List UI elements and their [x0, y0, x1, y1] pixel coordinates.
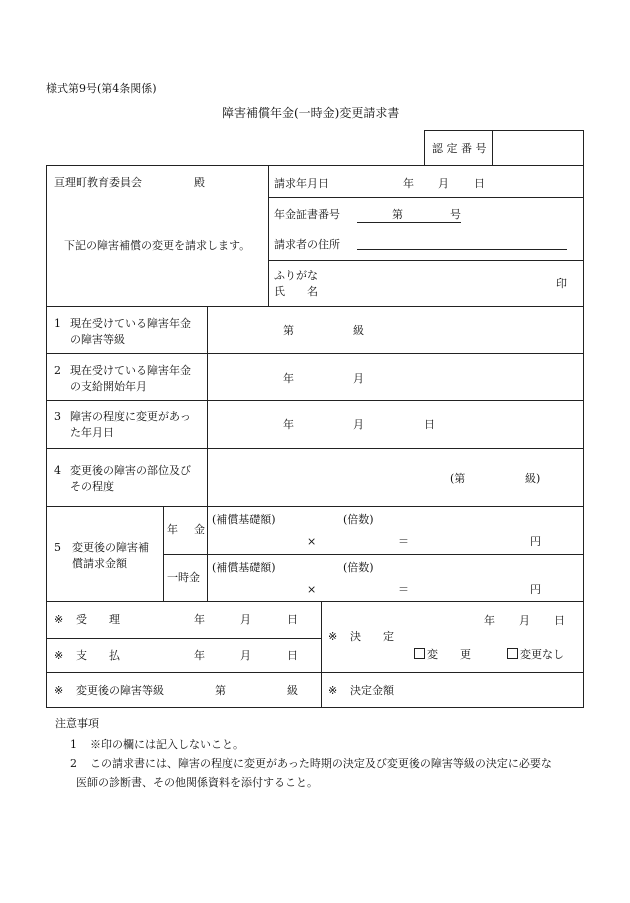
applicant-address-label: 請求者の住所 — [274, 238, 340, 251]
furigana-label: ふりがな — [274, 269, 318, 282]
notes-heading: 注意事項 — [55, 717, 99, 730]
decision-amount-field[interactable] — [410, 680, 575, 698]
payment-mark: ※ — [54, 649, 64, 662]
item5-number: 5 — [54, 541, 61, 554]
request-statement: 下記の障害補償の変更を請求します。 — [64, 239, 251, 252]
grade-mark: ※ — [54, 684, 64, 697]
receipt-mark: ※ — [54, 613, 64, 626]
form-number: 様式第9号(第4条関係) — [46, 82, 157, 95]
decision-label: 決 定 — [350, 630, 394, 643]
item3-number: 3 — [54, 410, 61, 423]
item4-label: 変更後の障害の部位及び — [70, 464, 191, 477]
amount-mark: ※ — [328, 684, 338, 697]
option-no-change-checkbox[interactable]: 変更なし — [507, 648, 564, 660]
item2-number: 2 — [54, 364, 61, 377]
certification-number-field[interactable] — [498, 143, 578, 157]
note1-text: ※印の欄には記入しないこと。 — [90, 738, 244, 751]
item1-label: 現在受けている障害年金 — [70, 317, 191, 330]
option-change-checkbox[interactable]: 変 更 — [414, 648, 471, 660]
item3-label: 障害の程度に変更があっ — [70, 410, 191, 423]
item1-number: 1 — [54, 317, 61, 330]
note2-text: この請求書には、障害の程度に変更があった時期の決定及び変更後の障害等級の決定に必要な — [90, 757, 552, 770]
item5-label: 変更後の障害補 — [72, 541, 149, 554]
item2-label: 現在受けている障害年金 — [70, 364, 191, 377]
pension-certificate-label: 年金証書番号 — [274, 208, 340, 221]
form-title: 障害補償年金(一時金)変更請求書 — [222, 106, 400, 120]
request-date-label: 請求年月日 — [274, 177, 329, 190]
receipt-label: 受 理 — [76, 613, 120, 626]
certification-label: 認 定 番 号 — [432, 142, 487, 155]
lump-sum-row-label: 一時金 — [167, 571, 200, 584]
checkbox-icon — [414, 648, 425, 659]
addressee-board: 亘理町教育委員会 — [54, 176, 142, 189]
addressee-honorific: 殿 — [194, 176, 205, 189]
applicant-name-label: 氏 名 — [274, 285, 318, 298]
checkbox-icon — [507, 648, 518, 659]
payment-label: 支 払 — [76, 649, 120, 662]
decision-amount-label: 決定金額 — [350, 684, 394, 697]
pension-row-label: 年 — [167, 523, 178, 536]
decision-mark: ※ — [328, 630, 338, 643]
note1-number: 1 — [70, 738, 77, 751]
note2-number: 2 — [70, 757, 77, 770]
item4-number: 4 — [54, 464, 61, 477]
grade-label: 変更後の障害等級 — [76, 684, 164, 697]
seal-mark: 印 — [556, 277, 567, 290]
